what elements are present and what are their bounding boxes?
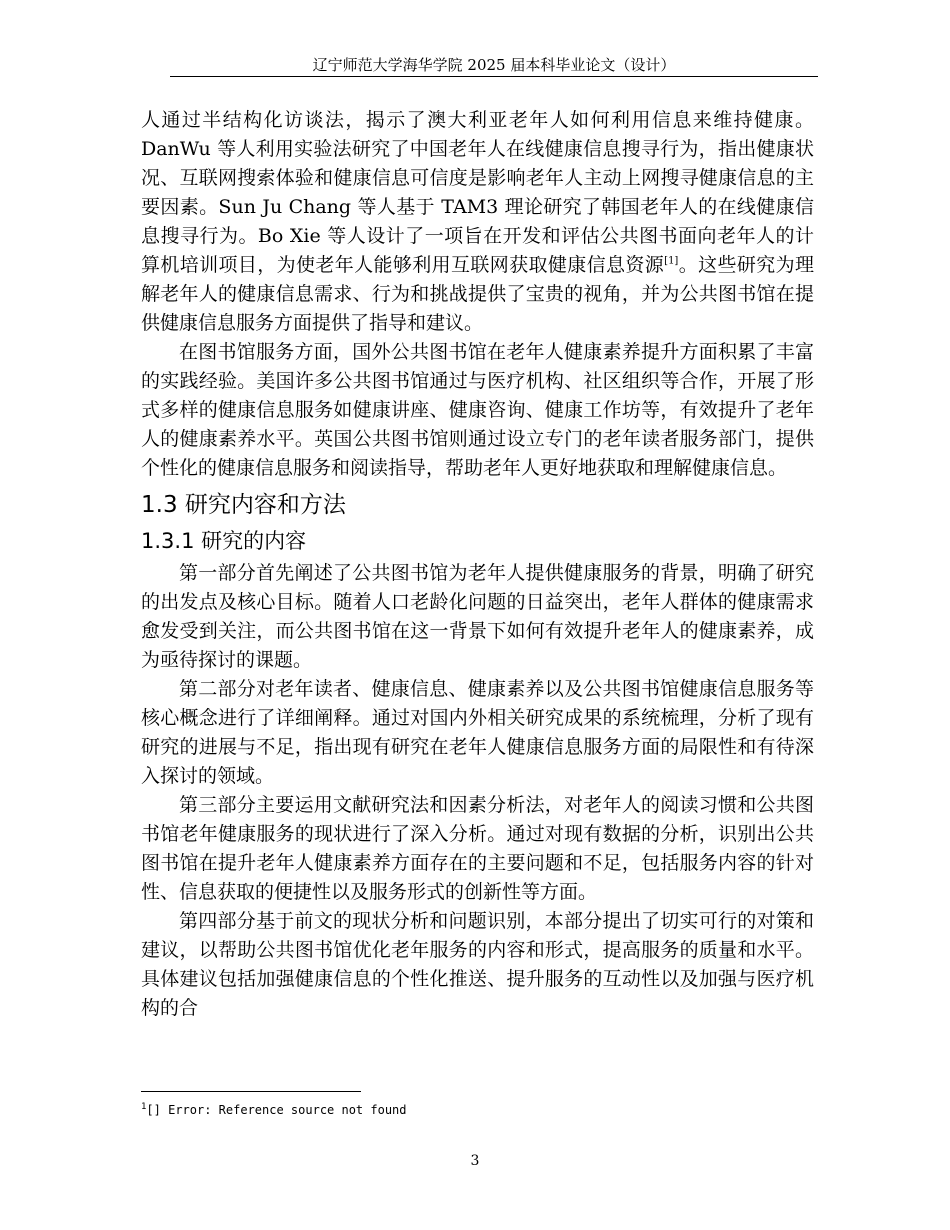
page-number: 3 bbox=[470, 1153, 480, 1169]
reference-marker[interactable]: [1] bbox=[664, 255, 679, 267]
footnote-text: [] Error: Reference source not found bbox=[146, 1103, 407, 1117]
header-rule bbox=[170, 76, 818, 77]
page-header: 辽宁师范大学海华学院 2025 届本科毕业论文（设计） bbox=[312, 56, 676, 74]
paragraph-1 bbox=[141, 106, 814, 338]
paragraph-6: 第四部分基于前文的现状分析和问题识别，本部分提出了切实可行的对策和建议，以帮助公共图书馆优化老年服务的内容和形式，提高服务的质量和水平。具体建议包括加强健康信息的个性化推送、提升服务的互动性以及加强与医疗机构的合 bbox=[141, 910, 814, 1019]
paragraph-2: 在图书馆服务方面，国外公共图书馆在老年人健康素养提升方面积累了丰富的实践经验。美国许多公共图书馆通过与医疗机构、社区组织等合作，开展了形式多样的健康信息服务如健康讲座、健康咨询、健康工作坊等，有效提升了老年人的健康素养水平。英国公共图书馆则通过设立专门的老年读者服务部门，提供个性化的健康信息服务和阅读指导，帮助老年人更好地获取和理解健康信息。 bbox=[141, 341, 814, 479]
paragraph-3: 第一部分首先阐述了公共图书馆为老年人提供健康服务的背景，明确了研究的出发点及核心目标。随着人口老龄化问题的日益突出，老年人群体的健康需求愈发受到关注，而公共图书馆在这一背景下如何有效提升老年人的健康素养，成为亟待探讨的课题。 bbox=[141, 562, 814, 671]
paragraph-1-text: 人通过半结构化访谈法，揭示了澳大利亚老年人如何利用信息来维持健康。DanWu 等人利用实验法研究了中国老年人在线健康信息搜寻行为，指出健康状况、互联网搜索体验和健康信息可信度是影响老年人主动上网搜寻健康信息的主要因素。Sun Ju Chang 等人基于 TAM3 理论研究了韩国老年人的在线健康信息搜寻行为。Bo Xie 等人设计了一项旨在开发和评估公共图书面向老年人的计算机培训项目，为使老年人能够利用互联网获取健康信息资源 bbox=[141, 109, 814, 276]
paragraph-5: 第三部分主要运用文献研究法和因素分析法，对老年人的阅读习惯和公共图书馆老年健康服务的现状进行了深入分析。通过对现有数据的分析，识别出公共图书馆在提升老年人健康素养方面存在的主要问题和不足，包括服务内容的针对性、信息获取的便捷性以及服务形式的创新性等方面。 bbox=[141, 794, 814, 903]
body-text bbox=[141, 106, 814, 1023]
footnote bbox=[141, 1102, 407, 1117]
paragraph-4: 第二部分对老年读者、健康信息、健康素养以及公共图书馆健康信息服务等核心概念进行了详细阐释。通过对国内外相关研究成果的系统梳理，分析了现有研究的进展与不足，指出现有研究在老年人健康信息服务方面的局限性和有待深入探讨的领域。 bbox=[141, 678, 814, 787]
subsection-heading: 1.3.1 研究的内容 bbox=[141, 529, 307, 553]
section-heading: 1.3 研究内容和方法 bbox=[141, 492, 346, 518]
footnote-mark: 1 bbox=[141, 1102, 147, 1112]
footnote-rule bbox=[141, 1091, 361, 1092]
paragraph-1-tail: 。这些研究为理解老年人的健康信息需求、行为和挑战提供了宝贵的视角，并为公共图书馆在提供健康信息服务方面提供了指导和建议。 bbox=[141, 254, 814, 334]
